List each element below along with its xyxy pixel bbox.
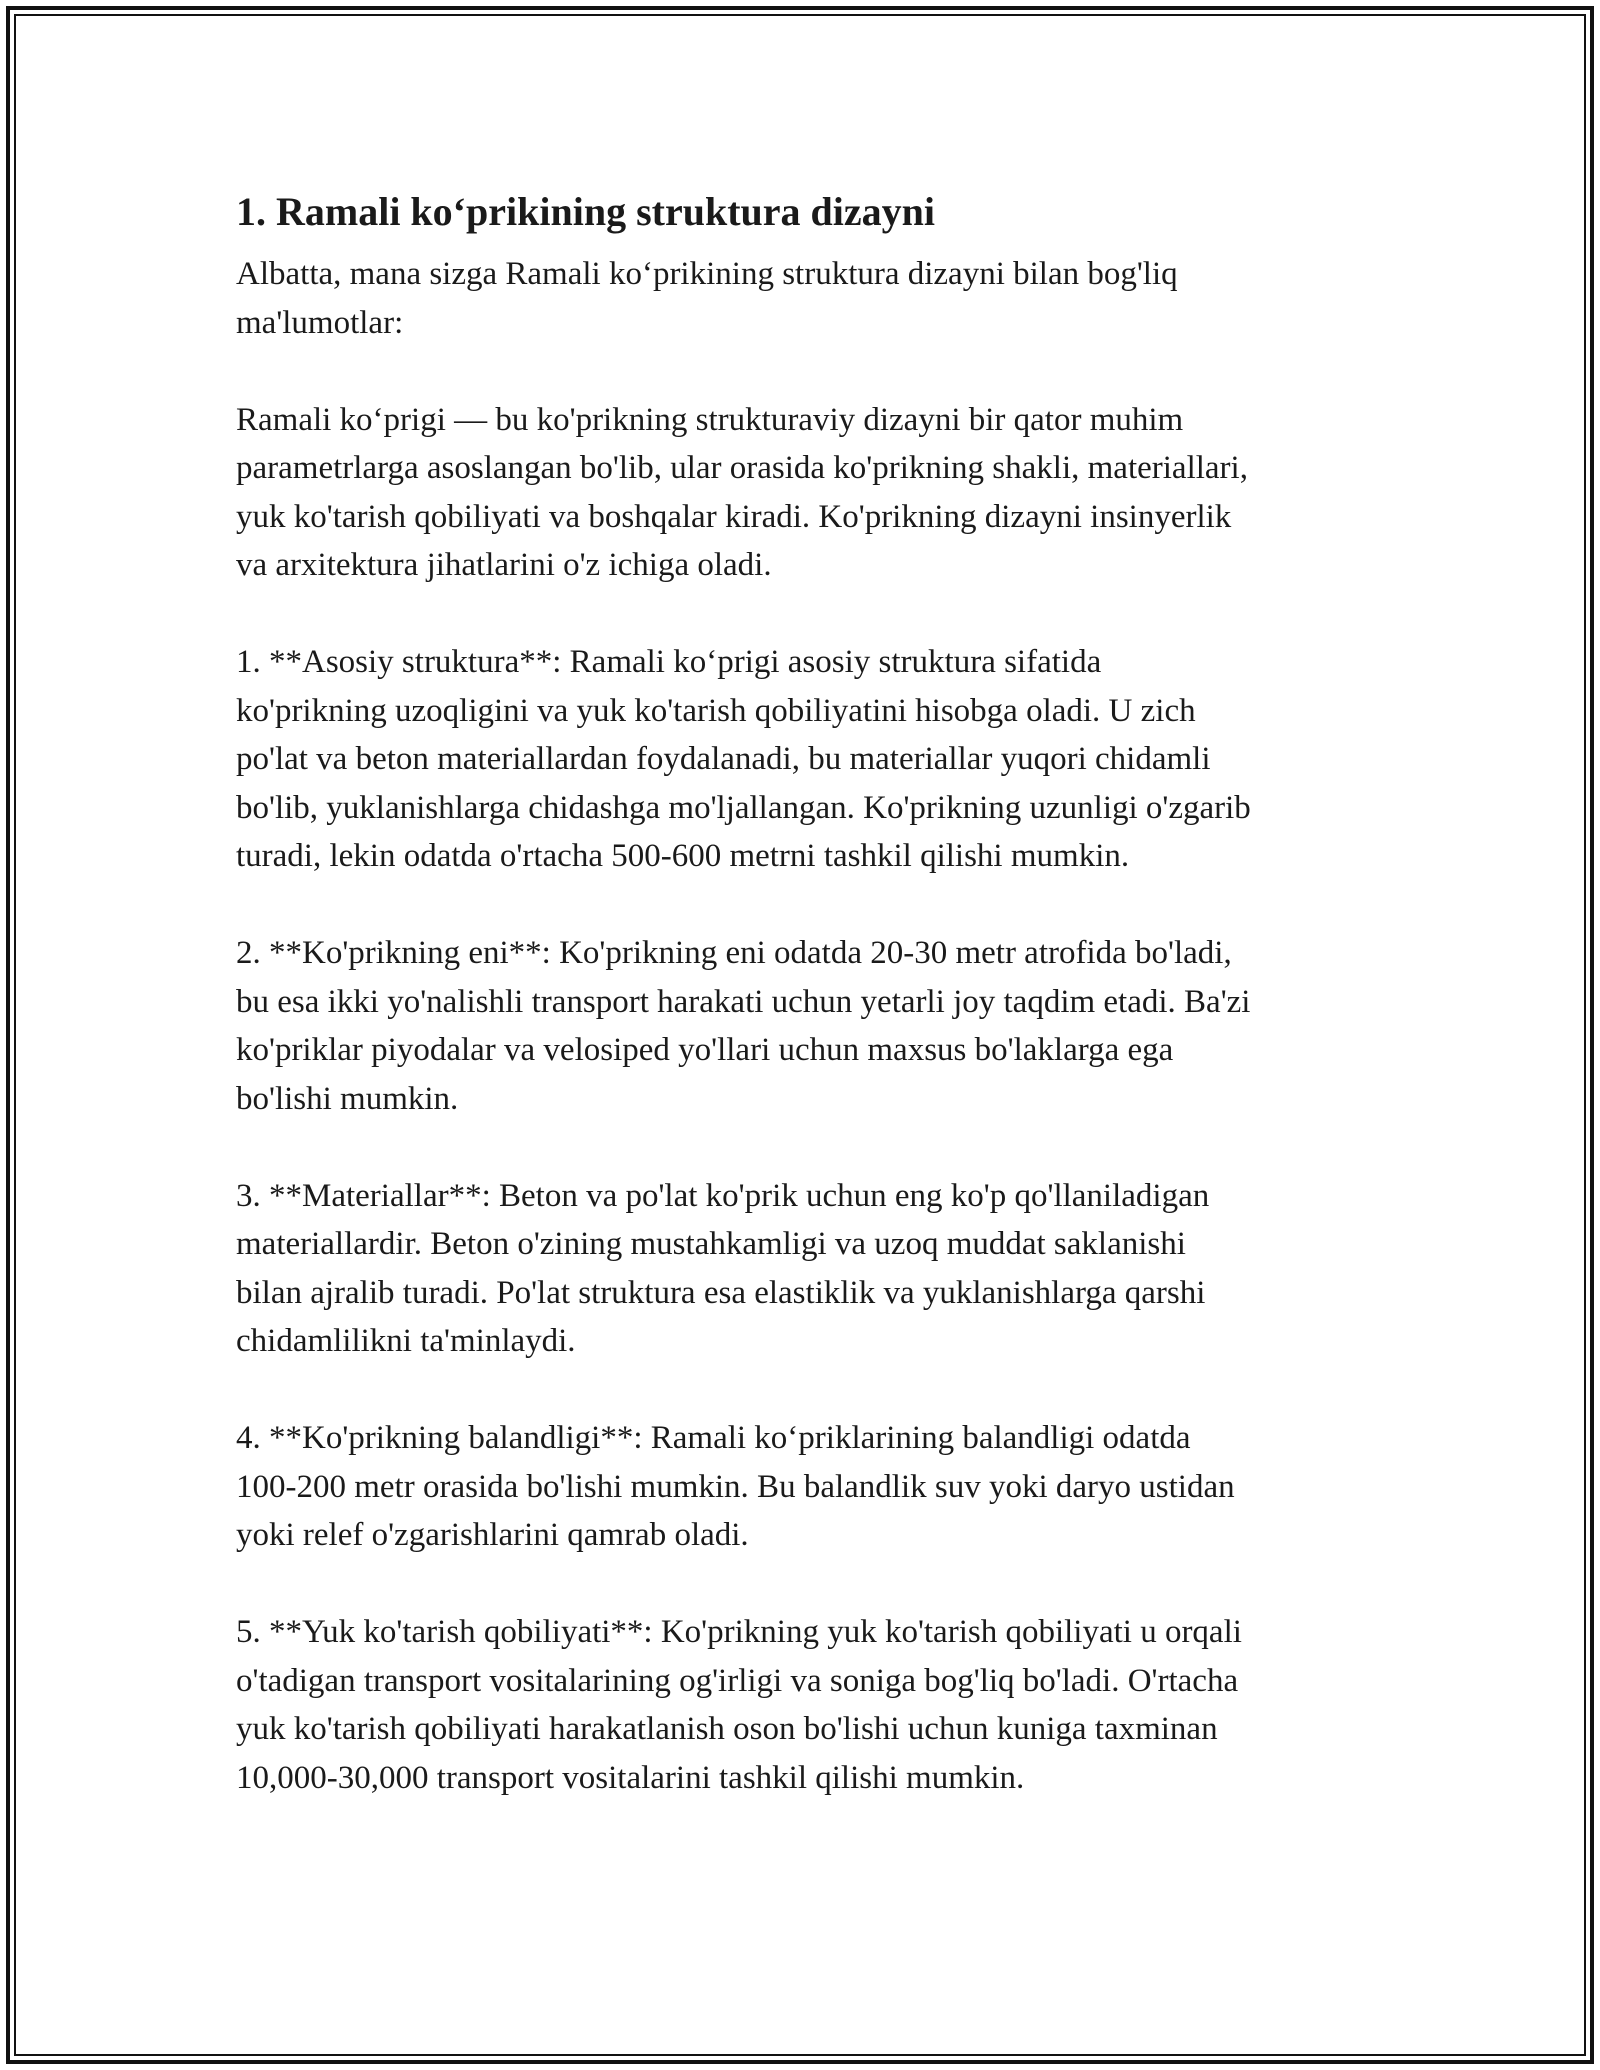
list-item-asosiy-struktura: 1. **Asosiy struktura**: Ramali ko‘prigi asosiy struktura sifatida ko'prikning uzoqligini va yuk ko'tarish qobiliyatini hisobga oladi. U zich po'lat va beton materiallardan foydalanadi, bu materiallar yuqori chidamli bo'lib, yuklanishlarga chidashga mo'ljallangan. Ko'prikning uzunligi o'zgarib turadi, lekin odatda o'rtacha 500-600 metrni tashkil qilishi mumkin.	[236, 644, 1251, 874]
intro-paragraph: Albatta, mana sizga Ramali ko‘prikining struktura dizayni bilan bog'liq ma'lumotlar:	[236, 256, 1178, 341]
document-body	[236, 184, 1376, 1851]
overview-paragraph: Ramali ko‘prigi — bu ko'prikning strukturaviy dizayni bir qator muhim parametrlarga asoslangan bo'lib, ular orasida ko'prikning shakli, materiallari, yuk ko'tarish qobiliyati va boshqalar kiradi. Ko'prikning dizayni insinyerlik va arxitektura jihatlarini o'z ichiga oladi.	[236, 401, 1248, 583]
list-item-balandligi: 4. **Ko'prikning balandligi**: Ramali ko‘priklarining balandligi odatda 100-200 metr orasida bo'lishi mumkin. Bu balandlik suv yoki daryo ustidan yoki relef o'zgarishlarini qamrab oladi.	[236, 1420, 1235, 1553]
document-title: 1. Ramali ko‘prikining struktura dizayni	[236, 189, 936, 234]
list-item-yuk-kotarish: 5. **Yuk ko'tarish qobiliyati**: Ko'prikning yuk ko'tarish qobiliyati u orqali o'tadigan transport vositalarining og'irligi va soniga bog'liq bo'ladi. O'rtacha yuk ko'tarish qobiliyati harakatlanish oson bo'lishi uchun kuniga taxminan 10,000-30,000 transport vositalarini tashkil qilishi mumkin.	[236, 1614, 1242, 1796]
list-item-koprikning-eni: 2. **Ko'prikning eni**: Ko'prikning eni odatda 20-30 metr atrofida bo'ladi, bu esa ikki yo'nalishli transport harakati uchun yetarli joy taqdim etadi. Ba'zi ko'priklar piyodalar va velosiped yo'llari uchun maxsus bo'laklarga ega bo'lishi mumkin.	[236, 935, 1251, 1117]
list-item-materiallar: 3. **Materiallar**: Beton va po'lat ko'prik uchun eng ko'p qo'llaniladigan materiallardir. Beton o'zining mustahkamligi va uzoq muddat saklanishi bilan ajralib turadi. Po'lat struktura esa elastiklik va yuklanishlarga qarshi chidamlilikni ta'minlaydi.	[236, 1177, 1210, 1359]
